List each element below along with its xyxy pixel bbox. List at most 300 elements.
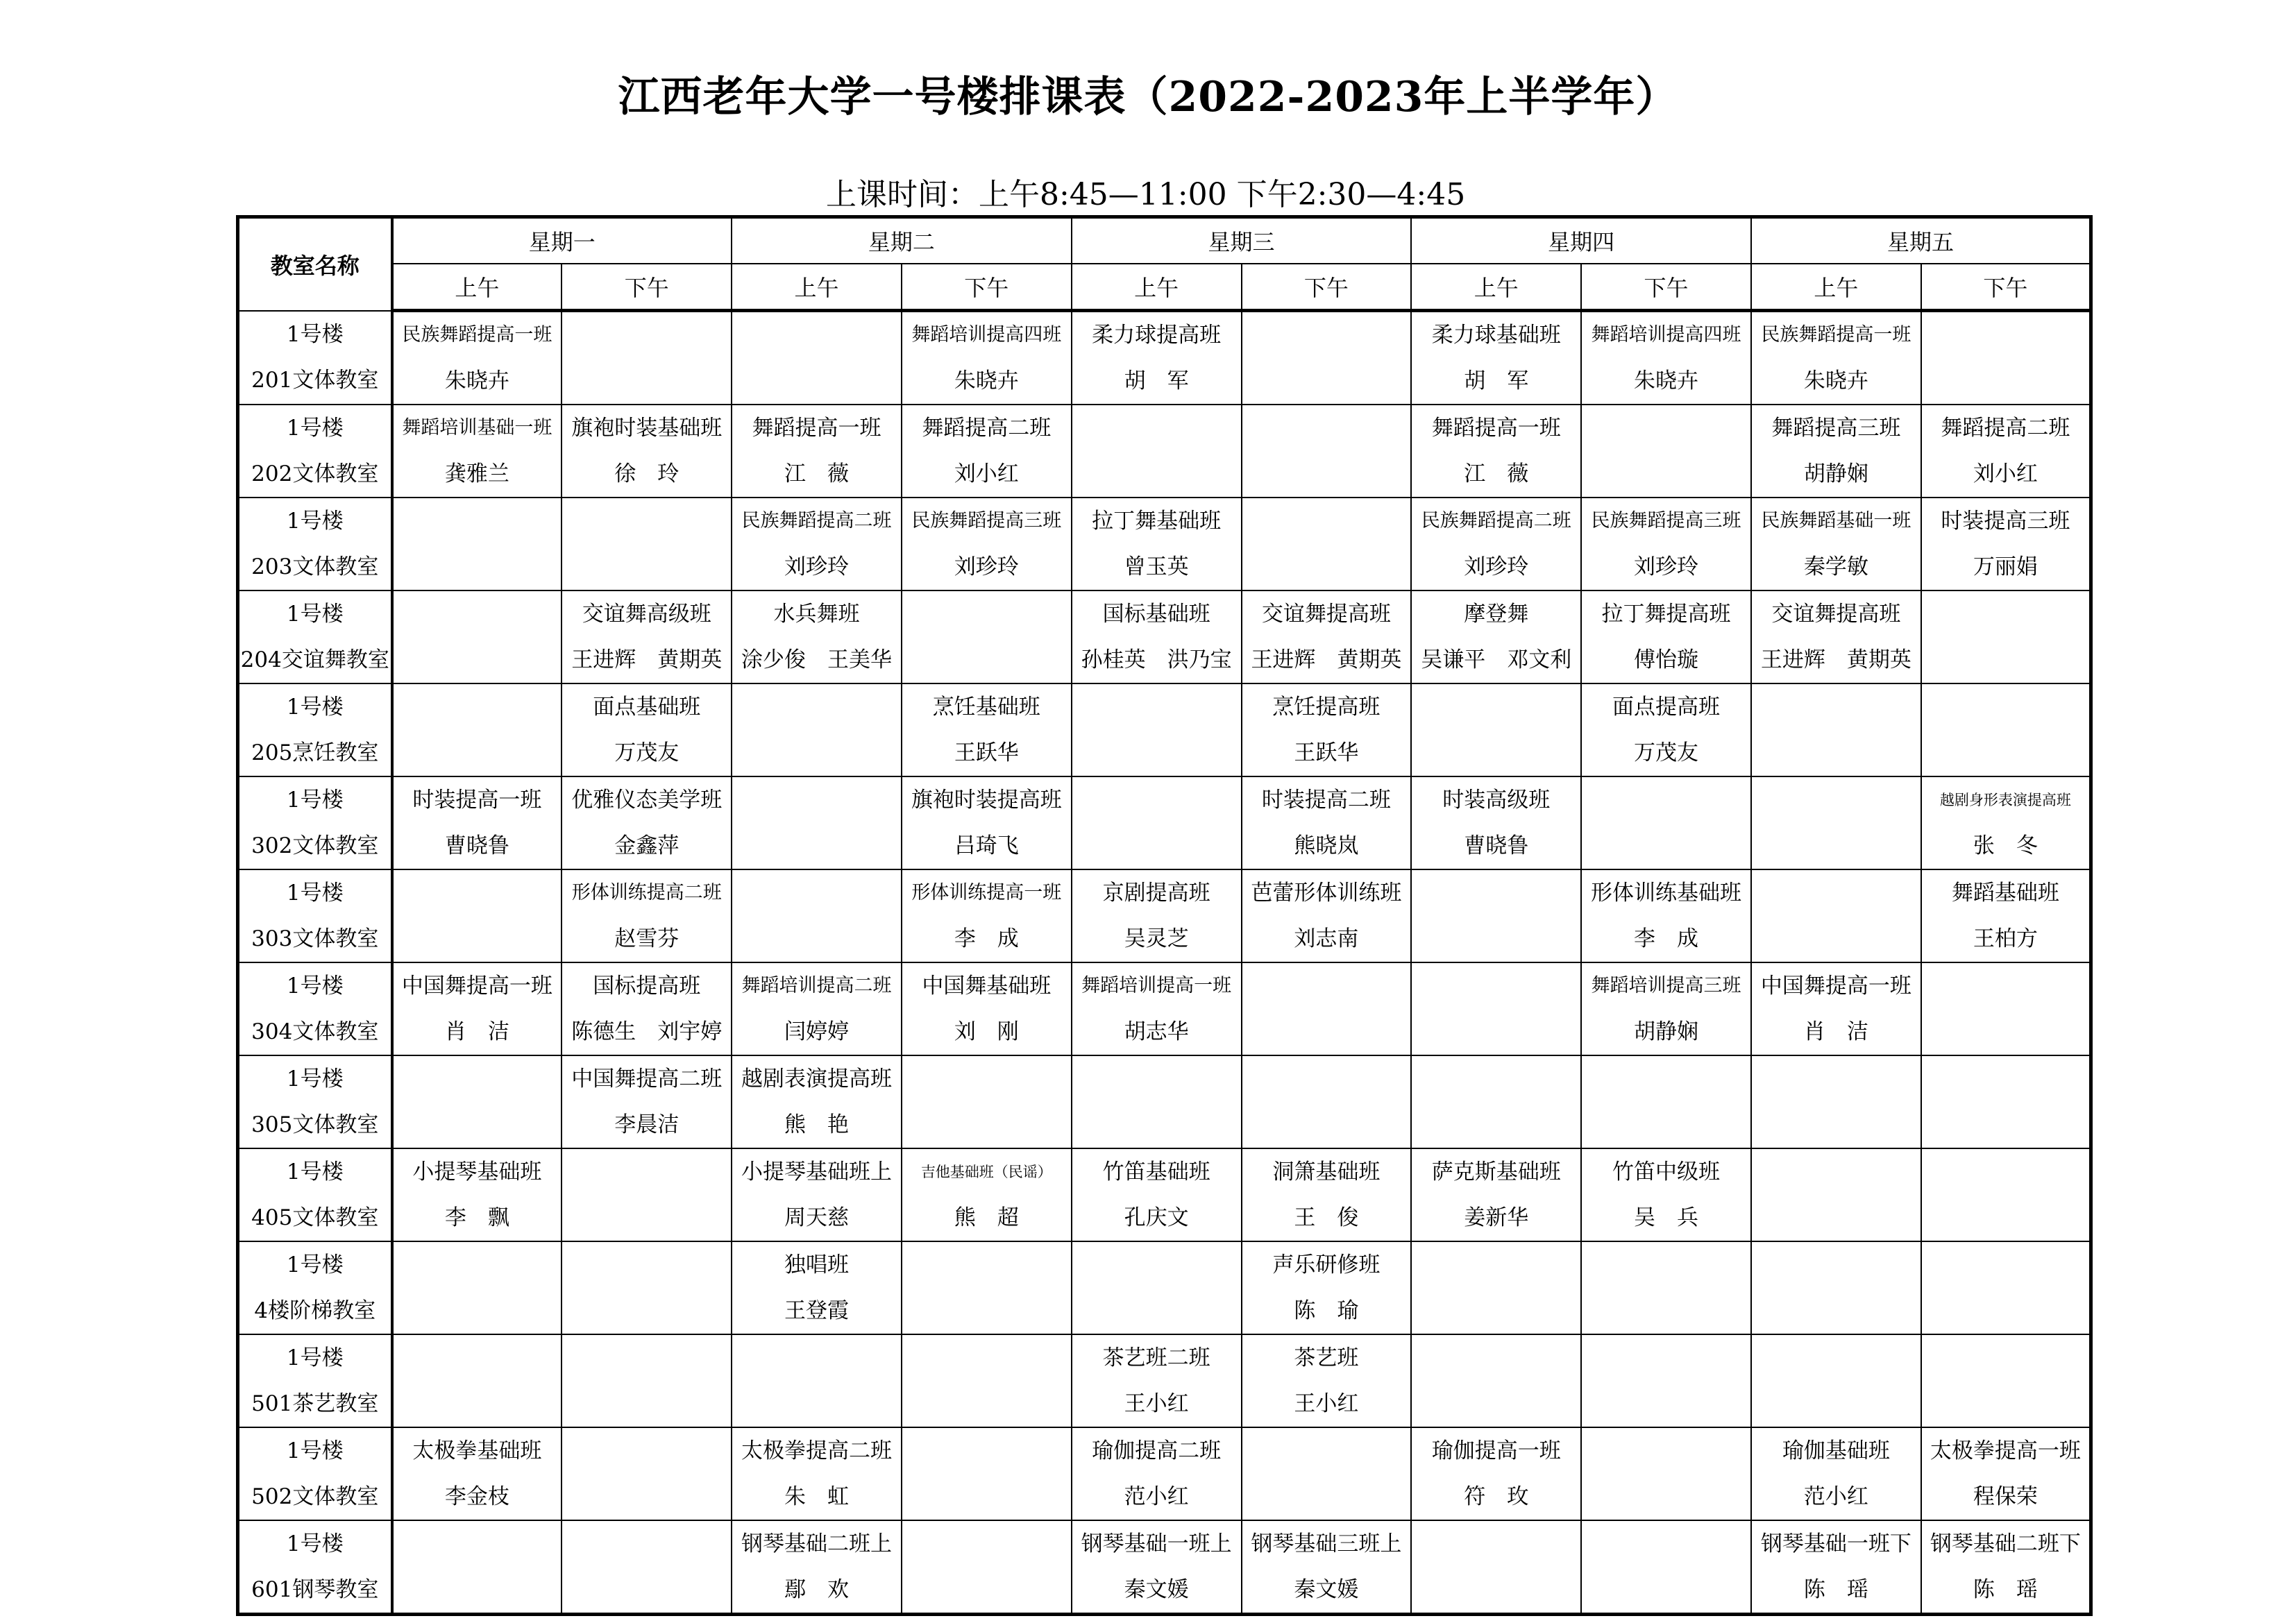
teacher-name	[1412, 730, 1580, 776]
schedule-cell	[1581, 683, 1751, 776]
teacher-name	[1922, 1381, 2089, 1427]
schedule-cell	[1072, 1520, 1242, 1615]
room-label: 203文体教室	[251, 554, 379, 579]
course-name	[1582, 1056, 1750, 1102]
teacher-name	[1412, 1288, 1580, 1334]
schedule-cell	[1581, 1148, 1751, 1241]
course-name: 吉他基础班（民谣）	[920, 1164, 1052, 1180]
schedule-cell	[1921, 590, 2091, 683]
table-row	[238, 1427, 2091, 1520]
teacher-name: 万茂友	[1634, 740, 1699, 765]
schedule-cell	[732, 405, 902, 498]
teacher-name	[1582, 1102, 1750, 1148]
schedule-cell	[392, 1334, 562, 1427]
schedule-cell	[1411, 405, 1581, 498]
schedule-cell	[1581, 405, 1751, 498]
teacher-name: 王进辉 黄期英	[571, 647, 723, 672]
course-name	[1922, 1056, 2089, 1102]
schedule-cell	[1751, 498, 1921, 590]
room-cell	[238, 311, 392, 405]
schedule-cell	[1242, 1427, 1412, 1520]
schedule-cell	[732, 1520, 902, 1615]
schedule-cell	[732, 590, 902, 683]
schedule-cell	[1921, 405, 2091, 498]
teacher-name: 江 薇	[784, 461, 849, 486]
teacher-name: 胡静娴	[1803, 461, 1868, 486]
schedule-cell	[392, 962, 562, 1055]
course-name: 旗袍时装基础班	[571, 416, 723, 441]
day-header-fri: 星期五	[1751, 217, 2091, 264]
course-name: 面点基础班	[593, 695, 701, 720]
teacher-name: 李 成	[954, 926, 1019, 951]
schedule-cell	[1581, 498, 1751, 590]
schedule-cell	[902, 498, 1072, 590]
schedule-cell	[1411, 498, 1581, 590]
session-header-pm: 下午	[1581, 264, 1751, 311]
course-name: 交谊舞提高班	[1771, 602, 1901, 627]
course-name	[1412, 1056, 1580, 1102]
teacher-name: 王进辉 黄期英	[1760, 647, 1911, 672]
course-name: 舞蹈培训提高三班	[1591, 975, 1741, 996]
course-name: 独唱班	[784, 1252, 849, 1277]
room-cell	[238, 683, 392, 776]
course-name	[1582, 1428, 1750, 1474]
building-label: 1号楼	[286, 788, 344, 813]
teacher-name: 朱 虹	[784, 1484, 849, 1509]
course-name	[732, 870, 901, 916]
teacher-name	[562, 1288, 731, 1334]
teacher-name	[1752, 823, 1921, 869]
schedule-cell	[562, 1055, 732, 1148]
session-header-am: 上午	[1751, 264, 1921, 311]
teacher-name: 刘珍玲	[1464, 554, 1529, 579]
teacher-name: 吴灵芝	[1124, 926, 1189, 951]
course-name: 钢琴基础一班下	[1760, 1531, 1911, 1556]
schedule-cell	[562, 590, 732, 683]
schedule-cell	[1411, 1148, 1581, 1241]
teacher-name: 孔庆文	[1124, 1205, 1189, 1230]
teacher-name: 陈 瑜	[1294, 1298, 1359, 1323]
schedule-cell	[1751, 311, 1921, 405]
schedule-cell	[392, 1148, 562, 1241]
schedule-cell	[1072, 1427, 1242, 1520]
teacher-name: 张 冬	[1973, 833, 2038, 858]
course-name	[1752, 1242, 1921, 1288]
course-name	[394, 1056, 562, 1102]
room-label: 601钢琴教室	[251, 1577, 379, 1602]
day-header-mon: 星期一	[392, 217, 732, 264]
building-label: 1号楼	[286, 602, 344, 627]
schedule-cell	[562, 498, 732, 590]
schedule-cell	[1581, 1427, 1751, 1520]
schedule-cell	[1581, 1241, 1751, 1334]
room-cell	[238, 590, 392, 683]
course-name	[1582, 1335, 1750, 1381]
course-name: 舞蹈培训提高二班	[741, 975, 892, 996]
schedule-cell	[1242, 683, 1412, 776]
course-name: 民族舞蹈提高三班	[1591, 510, 1741, 532]
schedule-cell	[392, 869, 562, 962]
schedule-cell	[562, 683, 732, 776]
room-label: 201文体教室	[251, 368, 379, 393]
course-name	[1752, 777, 1921, 823]
teacher-name: 秦学敏	[1803, 554, 1868, 579]
schedule-cell	[392, 1055, 562, 1148]
teacher-name	[902, 1567, 1071, 1613]
teacher-name: 刘珍玲	[954, 554, 1019, 579]
teacher-name: 熊晓岚	[1294, 833, 1359, 858]
teacher-name: 王跃华	[954, 740, 1019, 765]
teacher-name: 王跃华	[1294, 740, 1359, 765]
teacher-name	[1072, 730, 1241, 776]
session-header-pm: 下午	[902, 264, 1072, 311]
schedule-cell	[732, 1148, 902, 1241]
course-name: 柔力球提高班	[1092, 323, 1222, 348]
room-cell	[238, 776, 392, 869]
teacher-name	[732, 1381, 901, 1427]
course-name	[1582, 777, 1750, 823]
schedule-cell	[1921, 869, 2091, 962]
table-row	[238, 776, 2091, 869]
schedule-cell	[1072, 1334, 1242, 1427]
course-name: 中国舞提高一班	[1760, 974, 1911, 999]
session-header-am: 上午	[1072, 264, 1242, 311]
course-name	[1752, 870, 1921, 916]
course-name	[1412, 1521, 1580, 1567]
schedule-cell	[1581, 1334, 1751, 1427]
teacher-name	[1752, 916, 1921, 962]
building-label: 1号楼	[286, 695, 344, 720]
schedule-cell	[902, 1334, 1072, 1427]
course-name: 太极拳基础班	[412, 1438, 542, 1463]
course-name	[562, 1242, 731, 1288]
building-label: 1号楼	[286, 1067, 344, 1091]
schedule-cell	[562, 1520, 732, 1615]
teacher-name: 王 俊	[1294, 1205, 1359, 1230]
course-name: 舞蹈提高一班	[752, 416, 881, 441]
course-name	[902, 1521, 1071, 1567]
course-name: 国标基础班	[1102, 602, 1210, 627]
teacher-name	[562, 544, 731, 590]
schedule-cell	[1072, 1148, 1242, 1241]
course-name	[1412, 1242, 1580, 1288]
schedule-cell	[902, 1427, 1072, 1520]
teacher-name	[1072, 451, 1241, 497]
schedule-cell	[1751, 1520, 1921, 1615]
course-name	[1242, 963, 1411, 1009]
course-name: 中国舞提高一班	[401, 974, 552, 999]
teacher-name: 刘小红	[954, 461, 1019, 486]
teacher-name	[1412, 1009, 1580, 1055]
schedule-cell	[1242, 962, 1412, 1055]
table-row	[238, 498, 2091, 590]
schedule-cell	[1072, 405, 1242, 498]
page-title: 江西老年大学一号楼排课表（2022-2023年上半学年）	[618, 73, 1678, 121]
course-name: 茶艺班	[1294, 1345, 1359, 1370]
schedule-cell	[1751, 590, 1921, 683]
table-row	[238, 1148, 2091, 1241]
course-name	[1412, 963, 1580, 1009]
teacher-name: 朱晓卉	[444, 368, 509, 393]
teacher-name: 程保荣	[1973, 1484, 2038, 1509]
course-name: 芭蕾形体训练班	[1251, 881, 1402, 906]
course-name: 钢琴基础三班上	[1251, 1531, 1402, 1556]
schedule-cell	[1242, 1334, 1412, 1427]
teacher-name	[732, 730, 901, 776]
course-name: 民族舞蹈提高二班	[741, 510, 892, 532]
course-name: 时装提高三班	[1941, 509, 2070, 534]
course-name	[1922, 312, 2089, 358]
teacher-name: 陈 瑶	[1803, 1577, 1868, 1602]
teacher-name	[1242, 451, 1411, 497]
room-label: 302文体教室	[251, 833, 379, 858]
schedule-cell	[1751, 1055, 1921, 1148]
teacher-name	[1242, 1009, 1411, 1055]
room-label: 205烹饪教室	[251, 740, 379, 765]
teacher-name: 熊 超	[954, 1205, 1019, 1230]
teacher-name: 刘 刚	[954, 1019, 1019, 1044]
course-name: 民族舞蹈提高一班	[402, 324, 552, 346]
teacher-name	[394, 730, 562, 776]
schedule-cell	[902, 776, 1072, 869]
teacher-name	[394, 1381, 562, 1427]
schedule-cell	[1242, 776, 1412, 869]
course-name	[1412, 684, 1580, 730]
schedule-cell	[902, 962, 1072, 1055]
course-name: 太极拳提高一班	[1930, 1438, 2081, 1463]
course-name	[1242, 498, 1411, 544]
building-label: 1号楼	[286, 1159, 344, 1184]
schedule-cell	[1072, 1055, 1242, 1148]
schedule-cell	[1411, 1055, 1581, 1148]
schedule-cell	[1921, 1334, 2091, 1427]
schedule-cell	[1921, 1055, 2091, 1148]
schedule-cell	[392, 1241, 562, 1334]
room-label: 204交谊舞教室	[240, 647, 389, 672]
course-name: 舞蹈提高二班	[1941, 416, 2070, 441]
teacher-name: 傅怡璇	[1634, 647, 1699, 672]
schedule-cell	[1921, 1148, 2091, 1241]
course-name: 优雅仪态美学班	[571, 788, 723, 813]
schedule-cell	[1411, 776, 1581, 869]
teacher-name: 曹晓鲁	[1464, 833, 1529, 858]
schedule-cell	[1921, 776, 2091, 869]
teacher-name	[562, 1567, 731, 1613]
teacher-name: 金鑫萍	[614, 833, 679, 858]
course-name	[562, 1428, 731, 1474]
schedule-cell	[902, 1520, 1072, 1615]
course-name	[902, 591, 1071, 637]
teacher-name	[1922, 1102, 2089, 1148]
teacher-name	[1582, 1474, 1750, 1520]
schedule-cell	[1411, 1334, 1581, 1427]
course-name	[1242, 312, 1411, 358]
schedule-cell	[1072, 311, 1242, 405]
room-label: 501茶艺教室	[251, 1391, 379, 1416]
teacher-name	[1412, 1381, 1580, 1427]
course-name	[732, 312, 901, 358]
course-name: 茶艺班二班	[1102, 1345, 1210, 1370]
teacher-name	[1242, 1474, 1411, 1520]
schedule-cell	[392, 590, 562, 683]
schedule-cell	[562, 869, 732, 962]
course-name	[1072, 1056, 1241, 1102]
session-header-am: 上午	[1411, 264, 1581, 311]
teacher-name: 朱晓卉	[954, 368, 1019, 393]
teacher-name	[732, 916, 901, 962]
schedule-cell	[902, 1148, 1072, 1241]
schedule-cell	[1581, 776, 1751, 869]
schedule-cell	[732, 1055, 902, 1148]
schedule-cell	[902, 683, 1072, 776]
day-header-thu: 星期四	[1411, 217, 1751, 264]
teacher-name: 王登霞	[784, 1298, 849, 1323]
teacher-name: 王柏方	[1973, 926, 2038, 951]
teacher-name: 赵雪芬	[614, 926, 679, 951]
teacher-name	[1582, 451, 1750, 497]
course-name: 民族舞蹈提高二班	[1421, 510, 1571, 532]
course-name	[1922, 1242, 2089, 1288]
schedule-cell	[902, 590, 1072, 683]
course-name	[1582, 405, 1750, 451]
schedule-cell	[1751, 1334, 1921, 1427]
teacher-name	[1922, 730, 2089, 776]
schedule-cell	[732, 869, 902, 962]
table-row	[238, 590, 2091, 683]
teacher-name	[902, 1288, 1071, 1334]
teacher-name: 朱晓卉	[1634, 368, 1699, 393]
course-name	[562, 1521, 731, 1567]
schedule-cell	[1242, 1241, 1412, 1334]
schedule-body	[238, 311, 2091, 1615]
teacher-name	[1072, 1102, 1241, 1148]
teacher-name: 李 飘	[444, 1205, 509, 1230]
schedule-cell	[1072, 1241, 1242, 1334]
teacher-name: 曹晓鲁	[444, 833, 509, 858]
course-name: 形体训练提高一班	[911, 882, 1062, 903]
teacher-name: 闫婷婷	[784, 1019, 849, 1044]
schedule-cell	[1581, 311, 1751, 405]
schedule-cell	[562, 405, 732, 498]
course-name: 民族舞蹈提高三班	[911, 510, 1062, 532]
course-name: 民族舞蹈基础一班	[1761, 510, 1911, 532]
schedule-cell	[1921, 311, 2091, 405]
course-name: 旗袍时装提高班	[911, 788, 1062, 813]
teacher-name: 刘珍玲	[784, 554, 849, 579]
course-name	[562, 498, 731, 544]
room-cell	[238, 962, 392, 1055]
room-cell	[238, 1241, 392, 1334]
building-label: 1号楼	[286, 974, 344, 999]
teacher-name: 朱晓卉	[1803, 368, 1868, 393]
course-name	[1072, 1242, 1241, 1288]
teacher-name	[394, 1567, 562, 1613]
teacher-name: 涂少俊 王美华	[741, 647, 892, 672]
course-name: 越剧表演提高班	[741, 1067, 892, 1091]
course-name: 民族舞蹈提高一班	[1761, 324, 1911, 346]
teacher-name: 胡 军	[1464, 368, 1529, 393]
building-label: 1号楼	[286, 1345, 344, 1370]
course-name: 钢琴基础二班上	[741, 1531, 892, 1556]
course-name	[1582, 1521, 1750, 1567]
table-row	[238, 962, 2091, 1055]
course-name	[394, 684, 562, 730]
table-row	[238, 405, 2091, 498]
schedule-cell	[902, 1055, 1072, 1148]
teacher-name	[394, 916, 562, 962]
room-cell	[238, 1427, 392, 1520]
schedule-cell	[562, 1427, 732, 1520]
course-name: 萨克斯基础班	[1431, 1159, 1561, 1184]
schedule-cell	[392, 1520, 562, 1615]
schedule-cell	[1411, 1241, 1581, 1334]
teacher-name: 王小红	[1294, 1391, 1359, 1416]
teacher-name: 范小红	[1803, 1484, 1868, 1509]
teacher-name	[394, 1102, 562, 1148]
schedule-cell	[1411, 590, 1581, 683]
room-name-header: 教室名称	[238, 217, 392, 311]
teacher-name	[902, 1102, 1071, 1148]
room-cell	[238, 1148, 392, 1241]
course-name: 国标提高班	[593, 974, 701, 999]
course-name: 柔力球基础班	[1431, 323, 1561, 348]
course-name: 时装提高一班	[412, 788, 542, 813]
course-name: 舞蹈提高二班	[922, 416, 1052, 441]
teacher-name: 刘小红	[1973, 461, 2038, 486]
class-time: 上课时间：上午8:45—11:00 下午2:30—4:45	[826, 177, 1466, 212]
course-name	[1242, 1428, 1411, 1474]
room-cell	[238, 498, 392, 590]
course-name	[902, 1056, 1071, 1102]
teacher-name: 符 玫	[1464, 1484, 1529, 1509]
teacher-name	[732, 358, 901, 404]
schedule-cell	[902, 405, 1072, 498]
teacher-name	[1412, 1567, 1580, 1613]
room-label: 405文体教室	[251, 1205, 379, 1230]
schedule-cell	[1751, 1427, 1921, 1520]
room-label: 305文体教室	[251, 1112, 379, 1137]
teacher-name: 胡志华	[1124, 1019, 1189, 1044]
building-label: 1号楼	[286, 1531, 344, 1556]
teacher-name: 李金枝	[444, 1484, 509, 1509]
schedule-cell	[1411, 1520, 1581, 1615]
room-label: 4楼阶梯教室	[254, 1298, 376, 1323]
table-row	[238, 1055, 2091, 1148]
teacher-name	[1582, 1381, 1750, 1427]
course-name	[732, 777, 901, 823]
course-name: 舞蹈培训提高一班	[1081, 975, 1232, 996]
schedule-cell	[902, 1241, 1072, 1334]
schedule-cell	[1921, 962, 2091, 1055]
teacher-name	[1242, 544, 1411, 590]
schedule-cell	[1751, 776, 1921, 869]
schedule-cell	[1072, 776, 1242, 869]
course-name: 舞蹈基础班	[1951, 881, 2059, 906]
teacher-name: 胡 军	[1124, 368, 1189, 393]
teacher-name	[1582, 1567, 1750, 1613]
schedule-cell	[1411, 1427, 1581, 1520]
session-header-row	[238, 264, 2091, 311]
course-name: 面点提高班	[1612, 695, 1721, 720]
building-label: 1号楼	[286, 1438, 344, 1463]
schedule-cell	[1072, 869, 1242, 962]
session-header-pm: 下午	[1921, 264, 2091, 311]
teacher-name: 王进辉 黄期英	[1251, 647, 1402, 672]
session-header-pm: 下午	[1242, 264, 1412, 311]
teacher-name: 姜新华	[1464, 1205, 1529, 1230]
course-name	[1072, 405, 1241, 451]
schedule-cell	[732, 776, 902, 869]
